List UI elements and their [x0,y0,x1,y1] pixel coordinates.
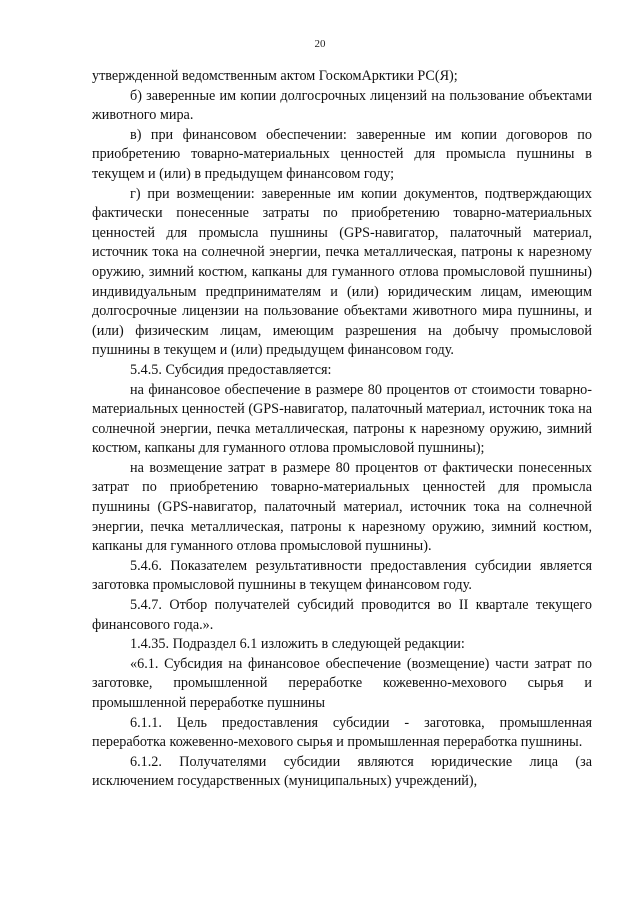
paragraph: в) при финансовом обеспечении: заверенные им копии договоров по приобретению товарно-материальных ценностей для промысла пушнины в текущем и (или) в предыдущем финансовом году; [92,126,592,182]
paragraph: 1.4.35. Подраздел 6.1 изложить в следующей редакции: [130,636,465,653]
paragraph: 6.1.1. Цель предоставления субсидии - заготовка, промышленная переработка кожевенно-мехового сырья и промышленная переработка пушнины. [92,714,592,751]
paragraph: 5.4.7. Отбор получателей субсидий проводится во II квартале текущего финансового года.». [92,597,592,633]
paragraph: «6.1. Субсидия на финансовое обеспечение (возмещение) части затрат по заготовке, промышленной переработке кожевенно-мехового сырья и промышленной переработке пушнины [92,655,592,711]
page-number: 20 [314,38,326,50]
paragraph: 6.1.2. Получателями субсидии являются юридические лица (за исключением государственных (муниципальных) учреждений), [92,753,592,790]
paragraph: 5.4.5. Субсидия предоставляется: [130,361,332,378]
paragraph: утвержденной ведомственным актом ГоскомАрктики РС(Я); [92,68,458,84]
paragraph: 5.4.6. Показателем результативности предоставления субсидии является заготовка промысловой пушнины в текущем финансовом году. [92,557,592,594]
document-body [92,67,592,792]
paragraph: на возмещение затрат в размере 80 процентов от фактически понесенных затрат по приобретению товарно-материальных ценностей для промысла пушнины (GPS-навигатор, палаточный материал, источник тока на солнечной энергии, печка металлическая, патроны к нарезному оружию, зимний костюм, капканы для гуманного отлова промысловой пушнины). [92,459,592,555]
paragraph: на финансовое обеспечение в размере 80 процентов от стоимости товарно-материальных ценностей (GPS-навигатор, палаточный материал, источник тока на солнечной энергии, печка металлическая, патроны к нарезному оружию, зимний костюм, капканы для гуманного отлова промысловой пушнины); [92,381,592,457]
paragraph: б) заверенные им копии долгосрочных лицензий на пользование объектами животного мира. [92,87,592,124]
paragraph: г) при возмещении: заверенные им копии документов, подтверждающих фактически понесенные затраты по приобретению товарно-материальных ценностей для промысла пушнины (GPS-навигатор, палаточный материал, источник тока на солнечной энергии, печка металлическая, патроны к нарезному оружию, зимний костюм, капканы для гуманного отлова промысловой пушнины) индивидуальным предпринимателям и (или) юридическим лицам, имеющим долгосрочные лицензии на пользование объектами животного мира пушнины, и (или) физическим лицам, имеющим разрешения на добычу промысловой пушнины в текущем и (или) предыдущем финансовом году. [92,185,592,359]
